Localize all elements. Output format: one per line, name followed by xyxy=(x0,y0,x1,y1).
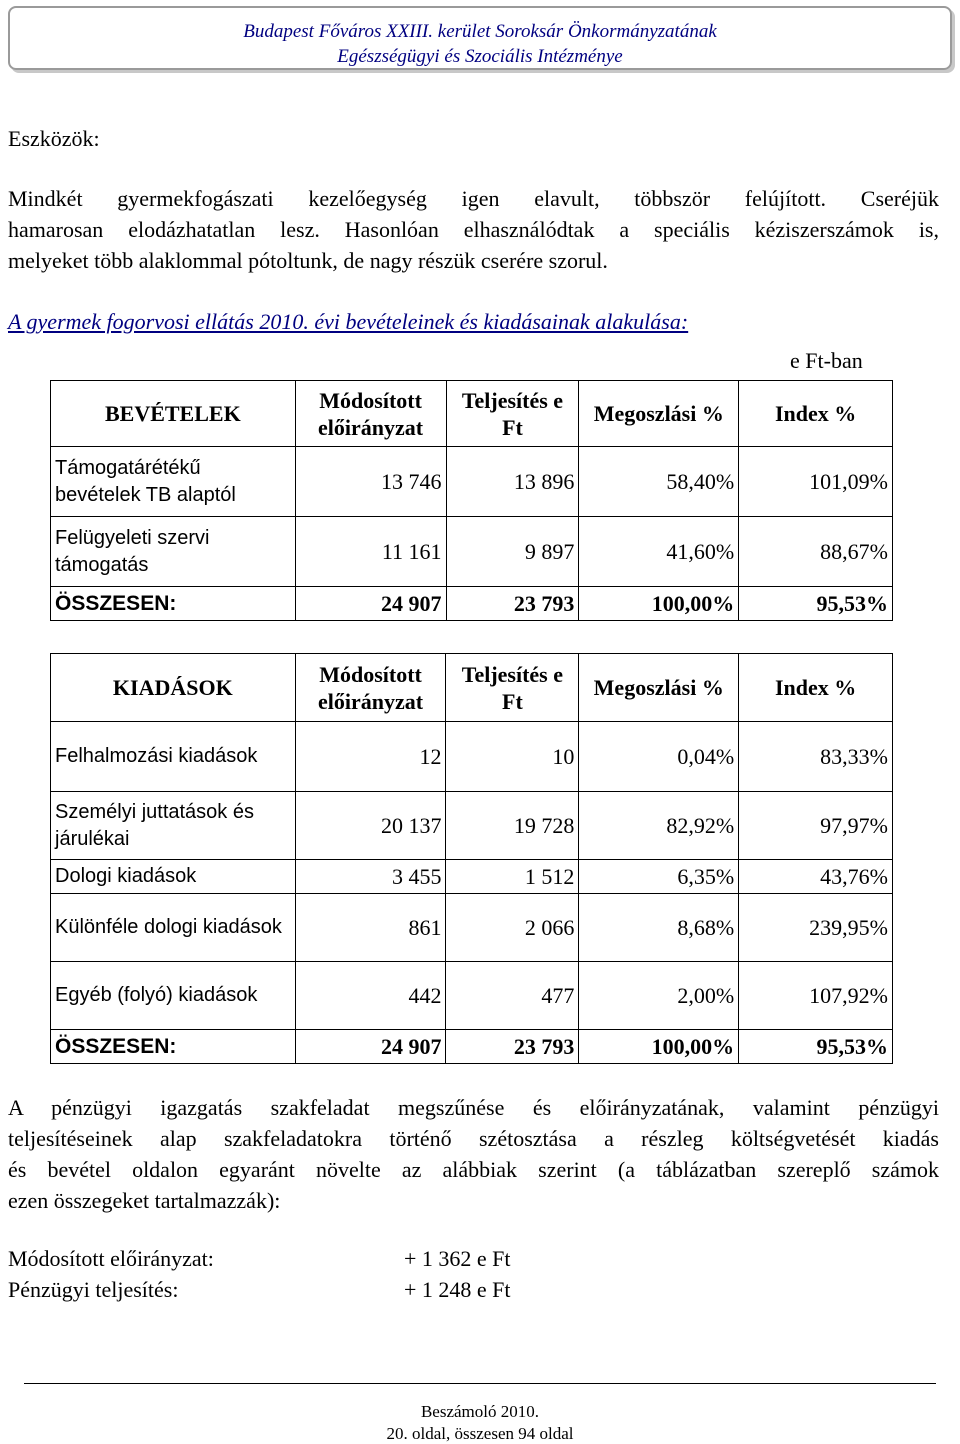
cell-modositott: 20 137 xyxy=(295,792,446,860)
cell-megoszlasi: 6,35% xyxy=(579,860,739,894)
table-row xyxy=(51,894,893,962)
adjustment-label: Módosított előirányzat: xyxy=(8,1246,214,1271)
cell-index: 83,33% xyxy=(739,722,893,792)
table-row xyxy=(51,792,893,860)
cell-index: 107,92% xyxy=(739,962,893,1030)
total-teljesites: 23 793 xyxy=(446,587,579,621)
adjustment-value: + 1 248 e Ft xyxy=(404,1277,511,1302)
income-header-row xyxy=(51,381,893,447)
cell-modositott: 11 161 xyxy=(295,517,446,587)
row-label: Személyi juttatások és járulékai xyxy=(51,792,296,860)
cell-teljesites: 19 728 xyxy=(446,792,579,860)
header-institution-line2: Egészségügyi és Szociális Intézménye xyxy=(337,46,623,67)
eszkozok-line-1: Mindkét gyermekfogászati kezelőegység igen elavult, többször felújított. Cseréjük xyxy=(8,186,939,211)
header-institution-line1: Budapest Főváros XXIII. kerület Soroksár Önkormányzatának xyxy=(243,21,717,42)
total-modositott: 24 907 xyxy=(295,587,446,621)
table-row xyxy=(51,722,893,792)
adjustment-modositott xyxy=(8,1246,511,1272)
income-table xyxy=(50,380,893,621)
adjustment-teljesites xyxy=(8,1277,511,1303)
cell-modositott: 3 455 xyxy=(295,860,446,894)
eszkozok-heading: Eszközök: xyxy=(8,126,100,151)
income-header-modositott: Módosított előirányzat xyxy=(295,381,446,447)
row-label: Felhalmozási kiadások xyxy=(51,722,296,792)
footer-report-title: Beszámoló 2010. xyxy=(420,1402,540,1421)
cell-teljesites: 9 897 xyxy=(446,517,579,587)
cell-teljesites: 13 896 xyxy=(446,447,579,517)
row-label: Támogatárétékű bevételek TB alaptól xyxy=(51,447,296,517)
cell-modositott: 12 xyxy=(295,722,446,792)
total-index: 95,53% xyxy=(739,1030,893,1064)
expense-header-index: Index % xyxy=(739,654,893,722)
table-row xyxy=(51,517,893,587)
footer-page-number: 20. oldal, összesen 94 oldal xyxy=(386,1424,574,1443)
paragraph-line-2: teljesítéseinek alap szakfeladatokra történő szétosztása a részleg költségvetését kiadás xyxy=(8,1126,939,1151)
total-label: ÖSSZESEN: xyxy=(51,1030,296,1064)
cell-teljesites: 1 512 xyxy=(446,860,579,894)
total-label: ÖSSZESEN: xyxy=(51,587,296,621)
cell-index: 239,95% xyxy=(739,894,893,962)
cell-index: 43,76% xyxy=(739,860,893,894)
expense-header-row xyxy=(51,654,893,722)
expense-total-row xyxy=(51,1030,893,1064)
cell-megoszlasi: 41,60% xyxy=(579,517,739,587)
total-megoszlasi: 100,00% xyxy=(579,587,739,621)
cell-teljesites: 477 xyxy=(446,962,579,1030)
cell-megoszlasi: 0,04% xyxy=(579,722,739,792)
cell-index: 97,97% xyxy=(739,792,893,860)
footer-divider xyxy=(24,1383,936,1384)
eszkozok-line-2: hamarosan elodázhatatlan lesz. Hasonlóan elhasználódtak a speciális kéziszerszámok is, xyxy=(8,217,939,242)
income-header-teljesites: Teljesítés e Ft xyxy=(446,381,579,447)
cell-teljesites: 2 066 xyxy=(446,894,579,962)
table-row xyxy=(51,447,893,517)
row-label: Dologi kiadások xyxy=(51,860,296,894)
expense-header-modositott: Módosított előirányzat xyxy=(295,654,446,722)
cell-modositott: 442 xyxy=(295,962,446,1030)
row-label: Egyéb (folyó) kiadások xyxy=(51,962,296,1030)
cell-megoszlasi: 58,40% xyxy=(579,447,739,517)
row-label: Felügyeleti szervi támogatás xyxy=(51,517,296,587)
total-modositott: 24 907 xyxy=(295,1030,446,1064)
row-label: Különféle dologi kiadások xyxy=(51,894,296,962)
cell-index: 88,67% xyxy=(739,517,893,587)
cell-megoszlasi: 8,68% xyxy=(579,894,739,962)
total-teljesites: 23 793 xyxy=(446,1030,579,1064)
adjustment-label: Pénzügyi teljesítés: xyxy=(8,1277,179,1302)
income-header-megoszlasi: Megoszlási % xyxy=(579,381,739,447)
income-header-category: BEVÉTELEK xyxy=(51,381,296,447)
cell-modositott: 13 746 xyxy=(295,447,446,517)
expense-table xyxy=(50,653,893,1064)
expense-header-category: KIADÁSOK xyxy=(51,654,296,722)
income-header-index: Index % xyxy=(739,381,893,447)
table-row xyxy=(51,962,893,1030)
section-title: A gyermek fogorvosi ellátás 2010. évi bevételeinek és kiadásainak alakulása: xyxy=(8,309,689,334)
adjustment-value: + 1 362 e Ft xyxy=(404,1246,511,1271)
expense-header-teljesites: Teljesítés e Ft xyxy=(446,654,579,722)
total-index: 95,53% xyxy=(739,587,893,621)
paragraph-line-3: és bevétel oldalon egyaránt növelte az alábbiak szerint (a táblázatban szereplő számok xyxy=(8,1157,939,1182)
expense-header-megoszlasi: Megoszlási % xyxy=(579,654,739,722)
cell-megoszlasi: 82,92% xyxy=(579,792,739,860)
unit-label: e Ft-ban xyxy=(790,348,863,373)
cell-modositott: 861 xyxy=(295,894,446,962)
cell-teljesites: 10 xyxy=(446,722,579,792)
eszkozok-line-3: melyeket több alaklommal pótoltunk, de nagy részük cserére szorul. xyxy=(8,248,608,273)
paragraph-line-4: ezen összegeket tartalmazzák): xyxy=(8,1188,281,1213)
cell-index: 101,09% xyxy=(739,447,893,517)
income-total-row xyxy=(51,587,893,621)
total-megoszlasi: 100,00% xyxy=(579,1030,739,1064)
table-row xyxy=(51,860,893,894)
cell-megoszlasi: 2,00% xyxy=(579,962,739,1030)
paragraph-line-1: A pénzügyi igazgatás szakfeladat megszűnése és előirányzatának, valamint pénzügyi xyxy=(8,1095,939,1120)
